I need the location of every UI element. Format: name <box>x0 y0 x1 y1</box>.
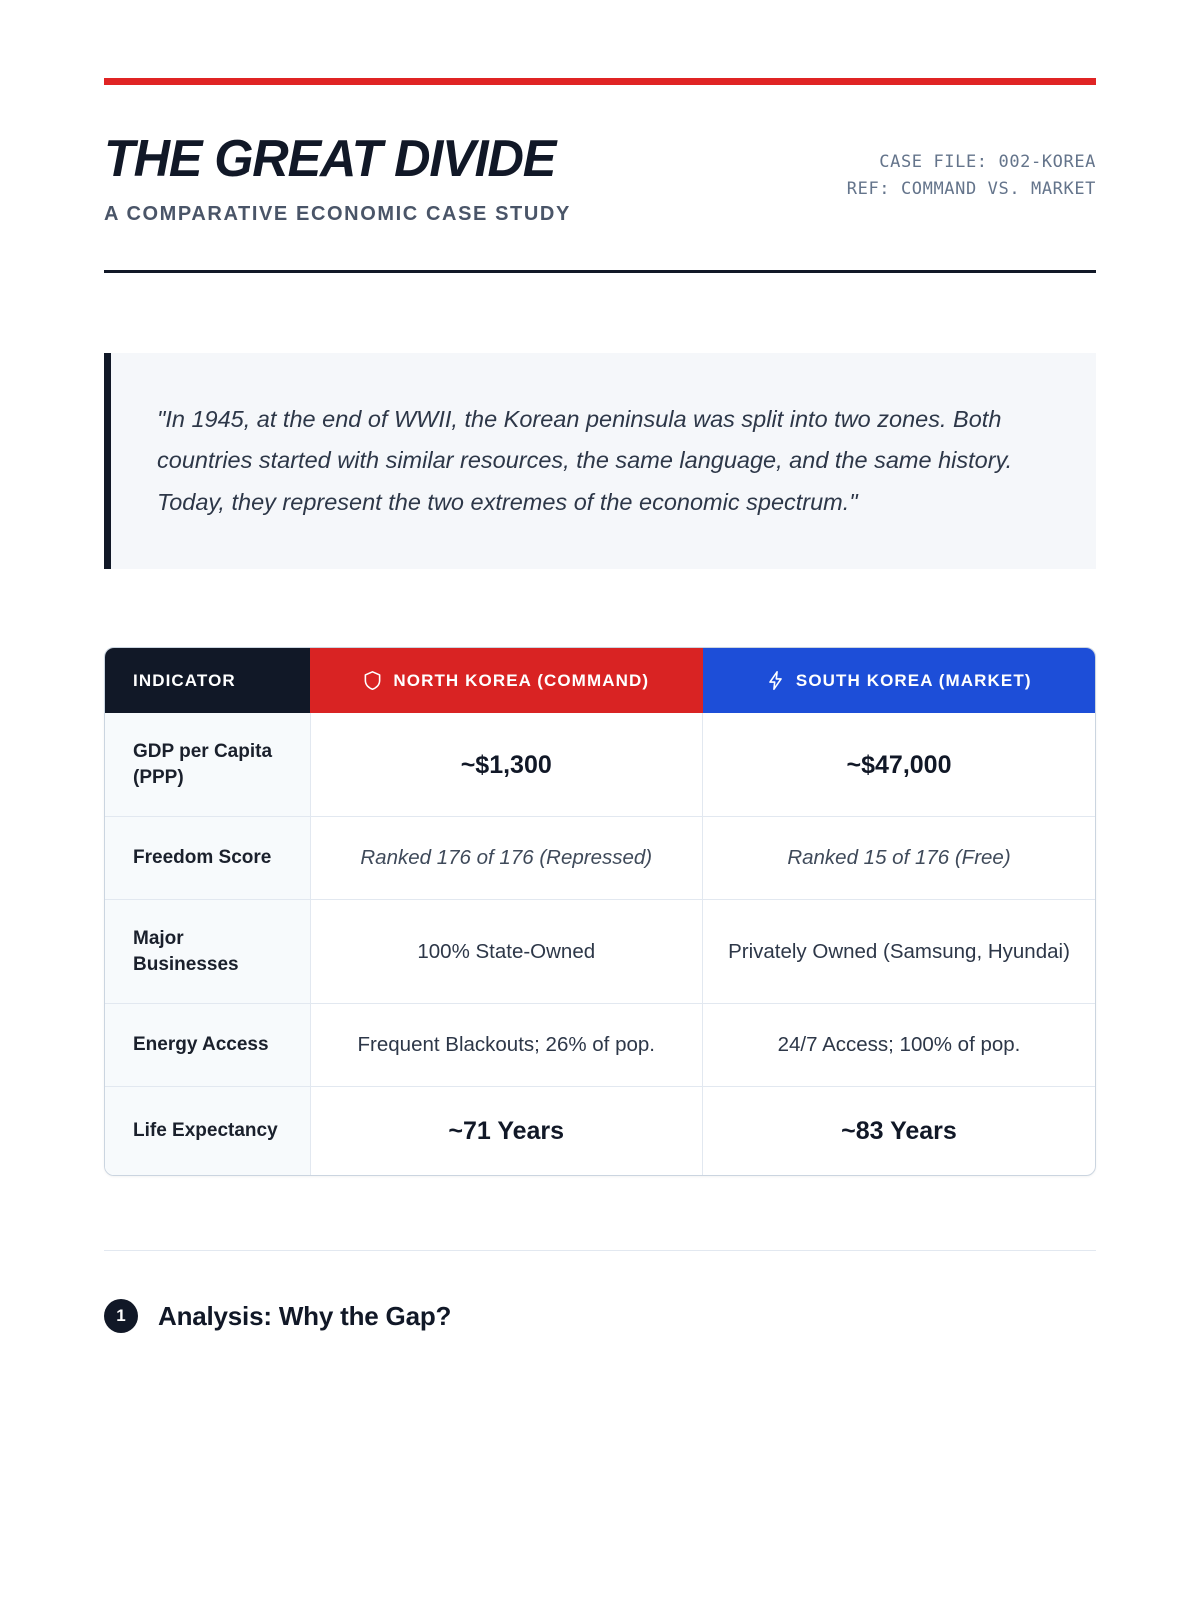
column-header-south-korea <box>703 648 1096 713</box>
column-header-indicator <box>105 648 310 713</box>
row-value-south: 24/7 Access; 100% of pop. <box>703 1004 1096 1087</box>
row-value-north: ~71 Years <box>310 1087 703 1176</box>
row-value-north: Frequent Blackouts; 26% of pop. <box>310 1004 703 1087</box>
shield-icon <box>363 670 382 691</box>
analysis-section-header <box>104 1299 1096 1333</box>
row-value-south: ~$47,000 <box>703 713 1096 817</box>
row-value-north: ~$1,300 <box>310 713 703 817</box>
quote-block <box>104 353 1096 569</box>
table-body <box>105 713 1095 1175</box>
case-ref-line: REF: COMMAND VS. MARKET <box>846 179 1096 200</box>
row-label: Major Businesses <box>105 900 310 1004</box>
table-row <box>105 713 1095 817</box>
row-value-south: Privately Owned (Samsung, Hyundai) <box>703 900 1096 1004</box>
document-header <box>104 85 1096 226</box>
page-subtitle: A COMPARATIVE ECONOMIC CASE STUDY <box>104 203 571 225</box>
column-header-north-korea <box>310 648 703 713</box>
quote-text: "In 1945, at the end of WWII, the Korean peninsula was split into two zones. Both countries started with similar resources, the same language, and the same history. Today, they represent the two extremes of the economic spectrum." <box>157 406 1013 515</box>
comparison-table <box>104 647 1096 1176</box>
section-number-badge: 1 <box>104 1299 138 1333</box>
title-block <box>104 130 571 226</box>
table-row <box>105 900 1095 1004</box>
case-meta <box>847 133 1096 203</box>
lightning-icon <box>766 670 785 691</box>
row-value-south: ~83 Years <box>703 1087 1096 1176</box>
case-file-line: CASE FILE: 002-KOREA <box>879 152 1096 172</box>
table-header-row <box>105 648 1095 713</box>
header-divider <box>104 270 1096 273</box>
page-title: THE GREAT DIVIDE <box>104 130 556 188</box>
table-row <box>105 1087 1095 1176</box>
row-value-north: Ranked 176 of 176 (Repressed) <box>310 817 703 900</box>
table-row <box>105 1004 1095 1087</box>
section-title: Analysis: Why the Gap? <box>158 1300 452 1331</box>
table-row <box>105 817 1095 900</box>
row-value-north: 100% State-Owned <box>310 900 703 1004</box>
column-header-north-korea-label: NORTH KOREA (COMMAND) <box>393 670 650 690</box>
section-divider <box>104 1250 1096 1251</box>
row-label: Life Expectancy <box>105 1087 310 1176</box>
row-label: GDP per Capita (PPP) <box>105 713 310 817</box>
row-value-south: Ranked 15 of 176 (Free) <box>703 817 1096 900</box>
row-label: Freedom Score <box>105 817 310 900</box>
column-header-south-korea-label: SOUTH KOREA (MARKET) <box>795 670 1032 690</box>
column-header-indicator-label: INDICATOR <box>133 670 236 690</box>
top-accent-rule <box>104 78 1096 85</box>
row-label: Energy Access <box>105 1004 310 1087</box>
